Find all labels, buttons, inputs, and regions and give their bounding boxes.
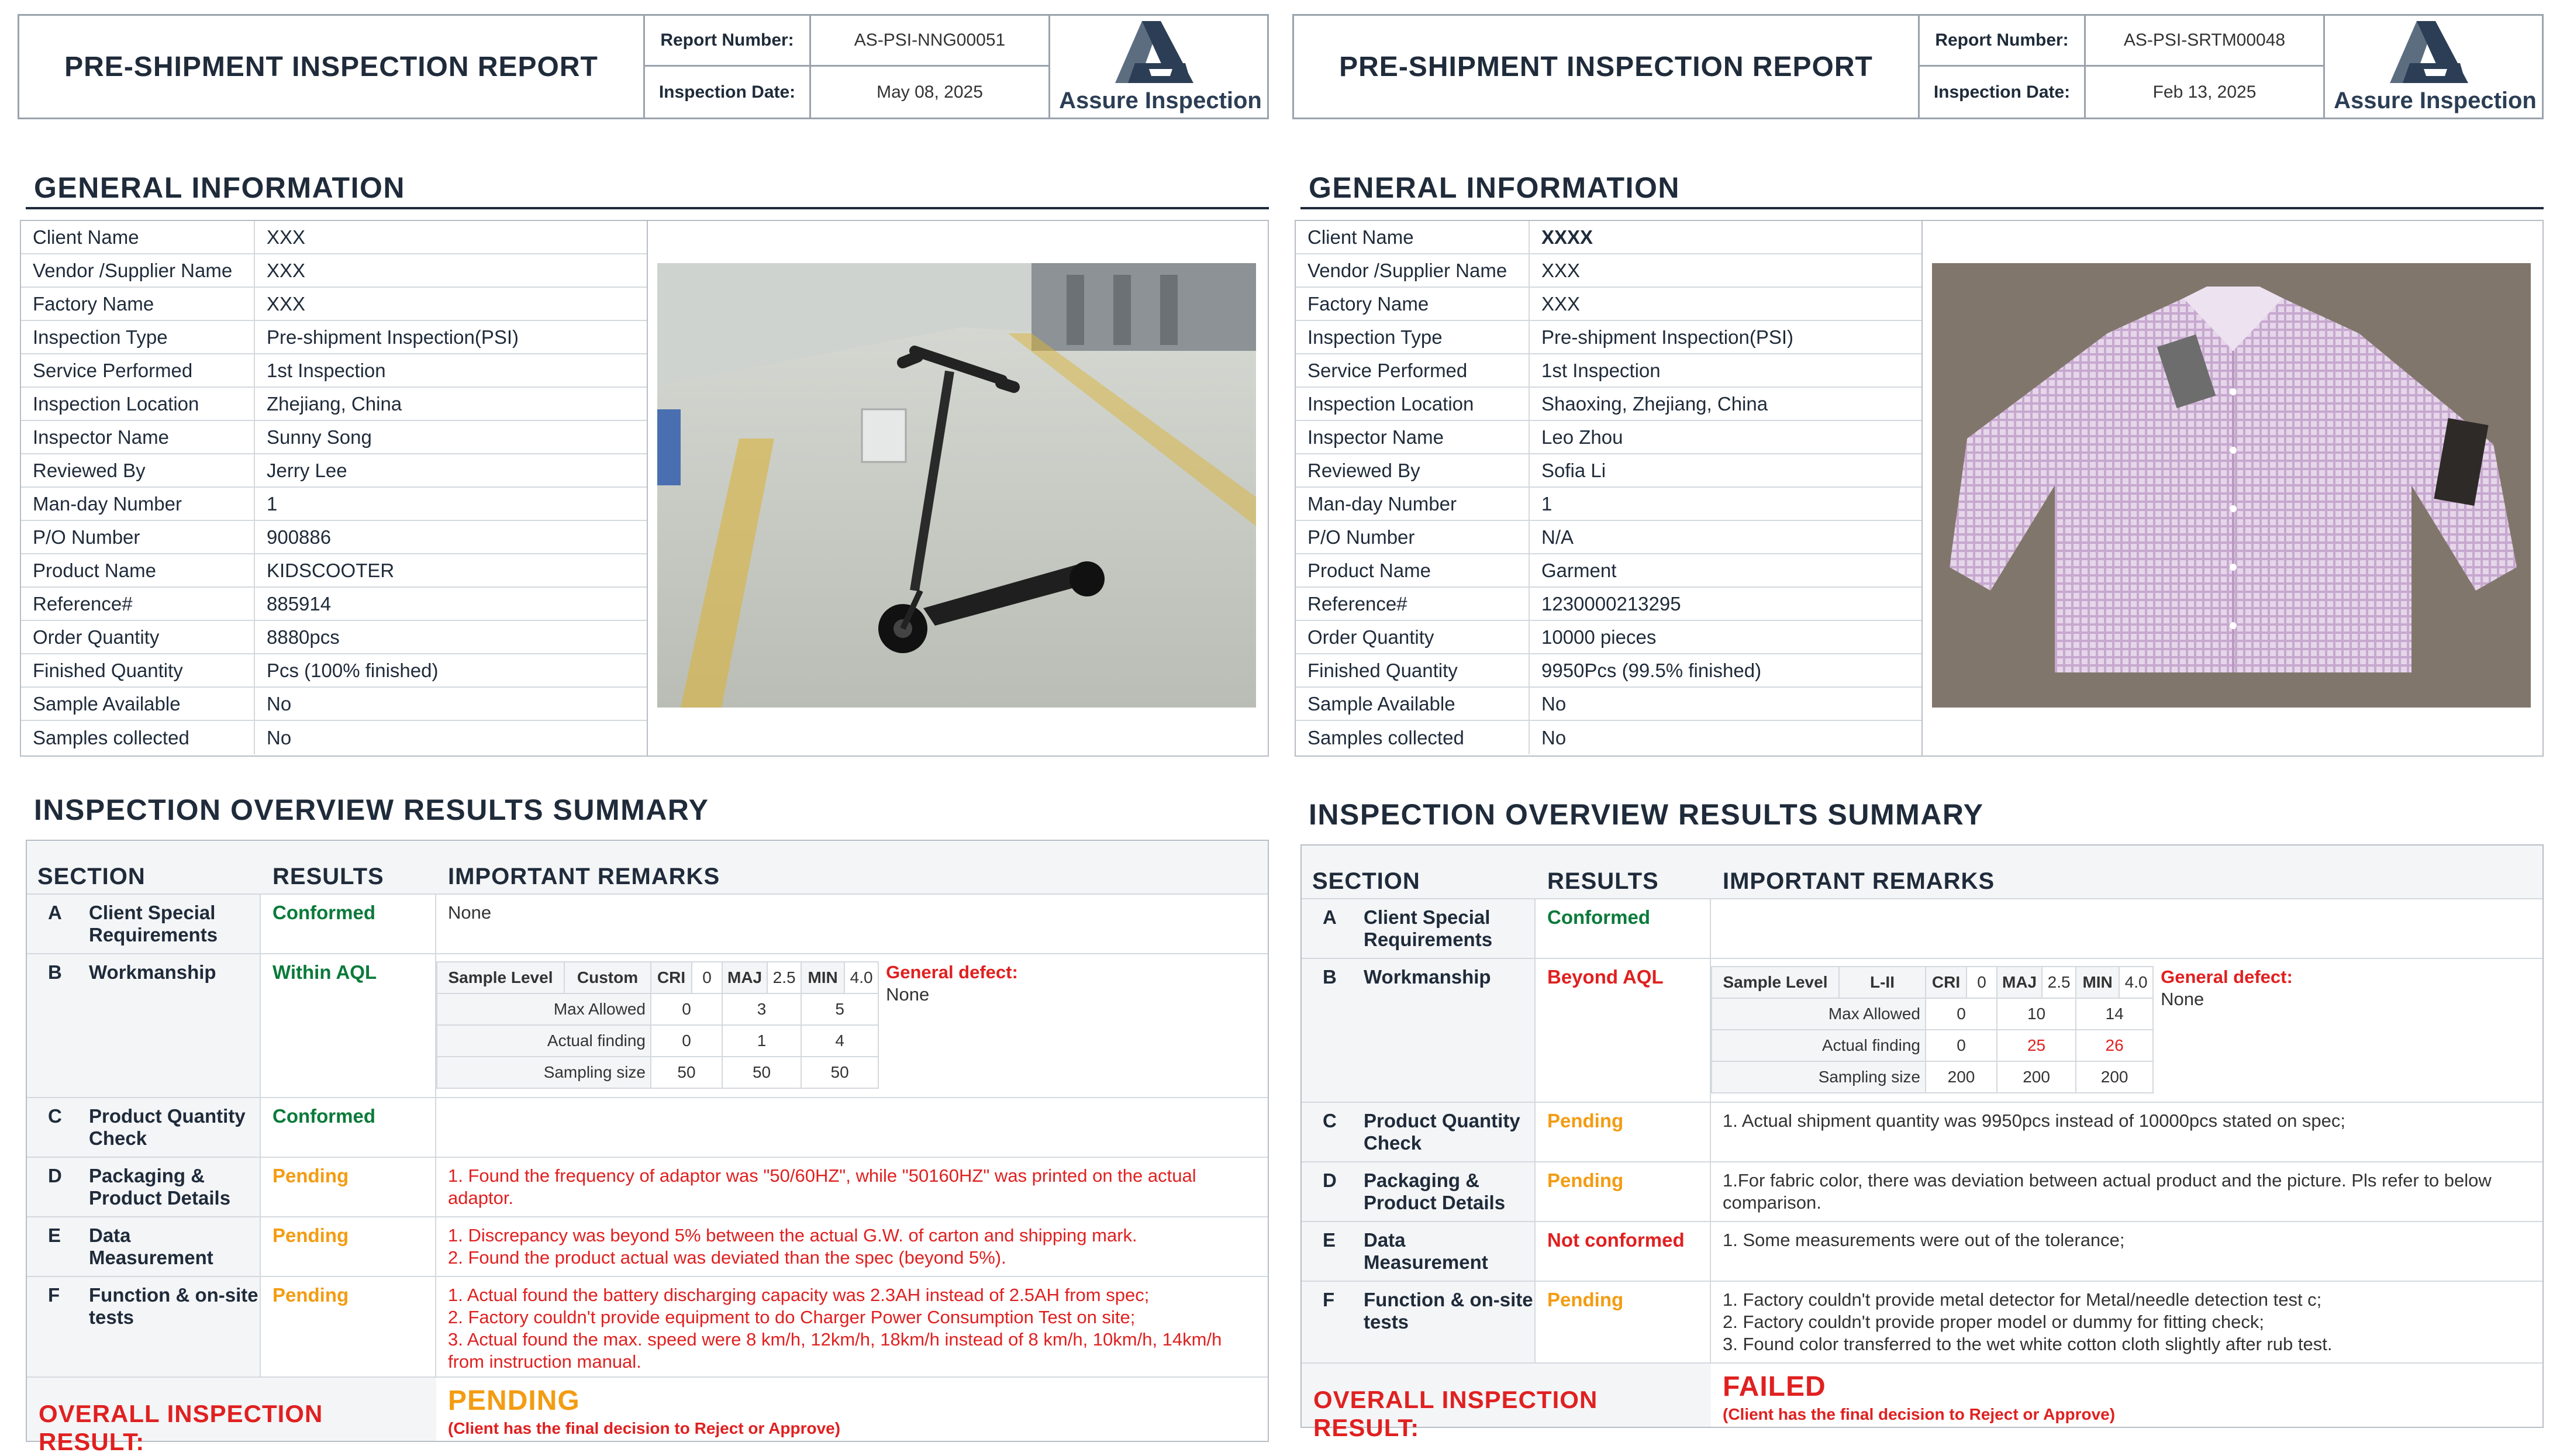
info-label: Sample Available: [1296, 688, 1530, 720]
general-defect-value: None: [886, 984, 930, 1005]
info-row: [1296, 421, 1921, 454]
info-label: Product Name: [1296, 554, 1530, 586]
section-row-c: [1302, 1102, 2542, 1161]
section-letter: E: [48, 1224, 61, 1246]
results-summary-table: [26, 840, 1269, 1455]
info-value: 1: [1541, 492, 1552, 515]
info-label: Samples collected: [1296, 721, 1530, 754]
summary-heading: INSPECTION OVERVIEW RESULTS SUMMARY: [1309, 798, 1984, 831]
section-letter: E: [1323, 1229, 1336, 1251]
aql-cri-label: CRI: [651, 962, 692, 993]
general-info-table: [21, 221, 647, 754]
aql-cell: 10: [1997, 998, 2076, 1030]
aql-sampling-label: Sampling size: [1712, 1061, 1926, 1093]
col-results: RESULTS: [272, 864, 384, 889]
info-value: Sofia Li: [1541, 459, 1606, 481]
col-results: RESULTS: [1547, 868, 1659, 894]
info-value: 885914: [267, 592, 332, 615]
aql-cell: 14: [2076, 998, 2153, 1030]
info-row: [1296, 588, 1921, 621]
report-2: [1292, 14, 2545, 1441]
col-remarks: IMPORTANT REMARKS: [1723, 868, 1995, 894]
info-row: [21, 354, 647, 388]
aql-max-allowed-label: Max Allowed: [437, 993, 651, 1025]
general-defect-value: None: [2161, 989, 2204, 1009]
info-value: N/A: [1541, 526, 1574, 548]
remark-line: 2. Factory couldn't provide equipment to do Charger Power Consumption Test on site;: [448, 1307, 1136, 1327]
info-value: Shaoxing, Zhejiang, China: [1541, 392, 1768, 415]
info-row: [1296, 621, 1921, 654]
section-letter: D: [48, 1165, 62, 1186]
inspection-date-label: Inspection Date:: [645, 67, 811, 118]
info-label: Client Name: [1296, 221, 1530, 253]
summary-heading: INSPECTION OVERVIEW RESULTS SUMMARY: [34, 793, 709, 826]
section-row-d: [27, 1157, 1268, 1216]
info-value: XXX: [1541, 259, 1581, 281]
aql-sample-level: Custom: [564, 962, 651, 993]
info-label: P/O Number: [1296, 521, 1530, 553]
info-label: Samples collected: [21, 721, 255, 754]
section-name: Product Quantity Check: [89, 1105, 246, 1149]
section-letter: D: [1323, 1169, 1337, 1191]
info-row: [1296, 521, 1921, 554]
aql-min-value: 4.0: [844, 962, 878, 993]
section-letter: C: [1323, 1110, 1337, 1131]
info-label: Client Name: [21, 221, 255, 253]
info-label: Reference#: [21, 588, 255, 620]
report-number-label: Report Number:: [1920, 16, 2086, 65]
inspection-date: May 08, 2025: [877, 82, 983, 102]
info-label: Inspector Name: [21, 421, 255, 453]
remark-line: 1. Discrepancy was beyond 5% between the actual G.W. of carton and shipping mark.: [448, 1225, 1137, 1245]
remark-line: 1. Actual found the battery discharging capacity was 2.3AH instead of 2.5AH from spec;: [448, 1285, 1150, 1305]
section-letter: F: [1323, 1289, 1335, 1310]
info-row: [1296, 454, 1921, 488]
info-value: 1st Inspection: [1541, 359, 1661, 381]
section-result: Pending: [261, 1158, 436, 1216]
aql-cell: 0: [1926, 1030, 1997, 1061]
section-name: Product Quantity Check: [1364, 1110, 1520, 1154]
info-label: Inspector Name: [1296, 421, 1530, 453]
section-row-c: [27, 1097, 1268, 1157]
aql-maj-value: 2.5: [2042, 967, 2076, 998]
product-photo: [1932, 263, 2531, 708]
info-row: [21, 721, 647, 754]
aql-cell: 50: [801, 1057, 878, 1088]
remark-line: 3. Actual found the max. speed were 8 km/h, 12km/h, 18km/h instead of 8 km/h, 10km/h, 14km/h from instruction manual.: [448, 1329, 1222, 1372]
info-value: No: [1541, 726, 1567, 748]
aql-maj-label: MAJ: [1997, 967, 2042, 998]
section-name: Workmanship: [1364, 966, 1491, 988]
section-result: Pending: [1536, 1162, 1711, 1221]
section-result: Not conformed: [1536, 1222, 1711, 1281]
report-meta: [1920, 16, 2323, 118]
report-number: AS-PSI-NNG00051: [854, 30, 1006, 50]
logo-text: Assure Inspection: [1059, 87, 1262, 113]
section-row-f: [27, 1276, 1268, 1376]
shirt-photo-icon: [1932, 263, 2531, 708]
info-row: [1296, 654, 1921, 688]
aql-actual-label: Actual finding: [437, 1025, 651, 1057]
aql-cell: 200: [1997, 1061, 2076, 1093]
aql-cell: 50: [722, 1057, 801, 1088]
info-row: [1296, 488, 1921, 521]
info-value: Jerry Lee: [267, 459, 347, 481]
aql-min-label: MIN: [801, 962, 844, 993]
info-row: [21, 521, 647, 554]
info-row: [1296, 354, 1921, 388]
info-label: Reviewed By: [21, 454, 255, 487]
summary-header-row: [27, 841, 1268, 893]
info-value: No: [1541, 692, 1567, 715]
section-name: Function & on-site tests: [89, 1284, 258, 1328]
section-name: Workmanship: [89, 961, 216, 983]
section-result: Pending: [1536, 1282, 1711, 1362]
assure-logo-icon: [1114, 20, 1208, 84]
aql-cell: 25: [1997, 1030, 2076, 1061]
info-row: [1296, 554, 1921, 588]
section-row-a: [27, 893, 1268, 953]
info-row: [21, 688, 647, 721]
aql-sampling-label: Sampling size: [437, 1057, 651, 1088]
info-label: Reviewed By: [1296, 454, 1530, 487]
report-title: PRE-SHIPMENT INSPECTION REPORT: [1294, 16, 1920, 118]
general-information-heading: GENERAL INFORMATION: [1309, 171, 1680, 204]
aql-cell: 200: [1926, 1061, 1997, 1093]
info-label: Inspection Location: [21, 388, 255, 420]
info-row: [1296, 221, 1921, 254]
info-row: [21, 588, 647, 621]
info-row: [1296, 321, 1921, 354]
info-row: [21, 388, 647, 421]
section-name: Data Measurement: [1364, 1229, 1488, 1273]
aql-cell: 0: [1926, 998, 1997, 1030]
inspection-date-label: Inspection Date:: [1920, 67, 2086, 118]
general-defect: [879, 961, 1018, 1089]
product-photo: [657, 263, 1256, 708]
info-label: Service Performed: [1296, 354, 1530, 387]
info-value: No: [267, 726, 292, 748]
aql-cell: 4: [801, 1025, 878, 1057]
report-title: PRE-SHIPMENT INSPECTION REPORT: [19, 16, 645, 118]
col-remarks: IMPORTANT REMARKS: [448, 864, 720, 889]
section-letter: A: [1323, 906, 1337, 928]
product-photo-cell: [1921, 221, 2545, 755]
section-letter: B: [1323, 966, 1337, 988]
section-name: Data Measurement: [89, 1224, 213, 1268]
info-label: Finished Quantity: [21, 654, 255, 686]
section-row-e: [1302, 1221, 2542, 1281]
info-row: [21, 254, 647, 288]
overall-result-row: [27, 1376, 1268, 1455]
info-value: 1: [267, 492, 278, 515]
info-value: Sunny Song: [267, 426, 372, 448]
aql-min-value: 4.0: [2119, 967, 2153, 998]
info-label: Man-day Number: [21, 488, 255, 520]
info-label: Inspection Location: [1296, 388, 1530, 420]
info-label: Order Quantity: [1296, 621, 1530, 653]
aql-maj-value: 2.5: [767, 962, 801, 993]
info-value: KIDSCOOTER: [267, 559, 395, 581]
summary-header-row: [1302, 846, 2542, 898]
aql-min-label: MIN: [2076, 967, 2119, 998]
info-value: 1230000213295: [1541, 592, 1681, 615]
aql-table: [1711, 966, 2531, 1093]
section-name: Client Special Requirements: [1364, 906, 1493, 950]
info-label: Inspection Type: [21, 321, 255, 353]
remark-line: 2. Found the product actual was deviated than the spec (beyond 5%).: [448, 1247, 1006, 1268]
info-value: XXX: [267, 226, 306, 248]
section-row-e: [27, 1216, 1268, 1276]
company-logo: [2323, 16, 2545, 118]
remark-line: 1.For fabric color, there was deviation between actual product and the picture. Pls refer to below comparison.: [1723, 1170, 2492, 1213]
section-name: Packaging & Product Details: [1364, 1169, 1506, 1213]
remark-line: 1. Actual shipment quantity was 9950pcs instead of 10000pcs stated on spec;: [1723, 1110, 2346, 1131]
info-label: Vendor /Supplier Name: [1296, 254, 1530, 287]
info-row: [21, 654, 647, 688]
assure-logo-icon: [2389, 20, 2482, 84]
report-meta: [645, 16, 1048, 118]
info-value: 900886: [267, 526, 332, 548]
aql-maj-label: MAJ: [722, 962, 767, 993]
section-row-a: [1302, 898, 2542, 958]
aql-table: [436, 961, 1256, 1089]
info-label: Product Name: [21, 554, 255, 586]
scooter-photo-icon: [657, 263, 1256, 708]
aql-cell: 5: [801, 993, 878, 1025]
general-defect-label: General defect:: [886, 962, 1018, 982]
info-row: [21, 621, 647, 654]
product-photo-cell: [647, 221, 1270, 755]
general-information: [1295, 220, 2544, 757]
aql-cell: 50: [651, 1057, 722, 1088]
section-letter: B: [48, 961, 62, 983]
info-label: Man-day Number: [1296, 488, 1530, 520]
section-letter: F: [48, 1284, 60, 1306]
info-label: Factory Name: [21, 288, 255, 320]
aql-cri-value: 0: [692, 962, 722, 993]
aql-sample-level-label: Sample Level: [1712, 967, 1839, 998]
info-row: [1296, 688, 1921, 721]
info-value: 8880pcs: [267, 626, 340, 648]
section-name: Packaging & Product Details: [89, 1165, 231, 1209]
section-letter: A: [48, 902, 62, 923]
report-header: [18, 14, 1269, 119]
section-row-b: [27, 953, 1268, 1097]
info-value: Zhejiang, China: [267, 392, 402, 415]
info-row: [21, 288, 647, 321]
aql-cell: 26: [2076, 1030, 2153, 1061]
section-result: Pending: [1536, 1103, 1711, 1161]
info-value: No: [267, 692, 292, 715]
section-letter: C: [48, 1105, 62, 1127]
aql-cell: 3: [722, 993, 801, 1025]
aql-cell: 200: [2076, 1061, 2153, 1093]
heading-rule: [1300, 207, 2544, 209]
info-row: [21, 454, 647, 488]
heading-rule: [26, 207, 1269, 209]
inspection-date: Feb 13, 2025: [2152, 82, 2257, 102]
info-row: [21, 554, 647, 588]
overall-result-note: (Client has the final decision to Reject or Approve): [448, 1419, 841, 1437]
aql-cell: 1: [722, 1025, 801, 1057]
info-label: Factory Name: [1296, 288, 1530, 320]
section-row-f: [1302, 1281, 2542, 1362]
section-result: Conformed: [261, 1098, 436, 1157]
aql-cell: 0: [651, 1025, 722, 1057]
info-value: XXX: [267, 292, 306, 315]
report-number: AS-PSI-SRTM00048: [2123, 30, 2286, 50]
section-result: Pending: [261, 1217, 436, 1276]
aql-sample-level-label: Sample Level: [437, 962, 564, 993]
info-label: Finished Quantity: [1296, 654, 1530, 686]
info-row: [21, 221, 647, 254]
info-value: 9950Pcs (99.5% finished): [1541, 659, 1762, 681]
company-logo: [1048, 16, 1271, 118]
remark-line: 3. Found color transferred to the wet white cotton cloth slightly after rub test.: [1723, 1334, 2333, 1354]
logo-text: Assure Inspection: [2334, 87, 2537, 113]
section-name: Client Special Requirements: [89, 902, 218, 946]
info-value: 10000 pieces: [1541, 626, 1657, 648]
info-row: [21, 421, 647, 454]
general-info-table: [1296, 221, 1921, 754]
aql-actual-label: Actual finding: [1712, 1030, 1926, 1061]
general-defect-label: General defect:: [2161, 967, 2293, 987]
general-information: [20, 220, 1269, 757]
section-result: Conformed: [1536, 899, 1711, 958]
info-value: Pre-shipment Inspection(PSI): [1541, 326, 1794, 348]
info-value: Pcs (100% finished): [267, 659, 439, 681]
info-label: Reference#: [1296, 588, 1530, 620]
general-information-heading: GENERAL INFORMATION: [34, 171, 405, 204]
info-value: Pre-shipment Inspection(PSI): [267, 326, 519, 348]
general-defect: [2154, 966, 2293, 1093]
info-label: Vendor /Supplier Name: [21, 254, 255, 287]
report-1: [18, 14, 1270, 1455]
info-row: [1296, 388, 1921, 421]
info-row: [1296, 254, 1921, 288]
report-header: [1292, 14, 2544, 119]
overall-result-label: OVERALL INSPECTION RESULT:: [1302, 1364, 1711, 1427]
info-label: P/O Number: [21, 521, 255, 553]
section-row-d: [1302, 1161, 2542, 1221]
section-result: Within AQL: [261, 954, 436, 1097]
section-result: Conformed: [261, 895, 436, 953]
aql-sample-level: L-II: [1839, 967, 1926, 998]
overall-result-row: [1302, 1362, 2542, 1441]
aql-cri-label: CRI: [1926, 967, 1966, 998]
remark-line: 2. Factory couldn't provide proper model or dummy for fitting check;: [1723, 1312, 2264, 1332]
info-label: Order Quantity: [21, 621, 255, 653]
overall-result-value: PENDING: [448, 1385, 580, 1416]
info-row: [1296, 721, 1921, 754]
aql-cri-value: 0: [1966, 967, 1997, 998]
section-row-b: [1302, 958, 2542, 1102]
remark-line: None: [448, 902, 492, 923]
info-row: [1296, 288, 1921, 321]
remark-line: 1. Factory couldn't provide metal detector for Metal/needle detection test c;: [1723, 1289, 2322, 1310]
col-section: SECTION: [1312, 868, 1420, 894]
overall-result-note: (Client has the final decision to Reject or Approve): [1723, 1405, 2116, 1423]
info-label: Service Performed: [21, 354, 255, 387]
info-label: Inspection Type: [1296, 321, 1530, 353]
section-result: Pending: [261, 1277, 436, 1376]
section-name: Function & on-site tests: [1364, 1289, 1533, 1333]
remark-line: 1. Found the frequency of adaptor was "50/60HZ", while "50160HZ" was printed on the actual adaptor.: [448, 1165, 1196, 1208]
info-value: 1st Inspection: [267, 359, 386, 381]
overall-result-label: OVERALL INSPECTION RESULT:: [27, 1378, 436, 1441]
section-result: Beyond AQL: [1536, 959, 1711, 1102]
aql-max-allowed-label: Max Allowed: [1712, 998, 1926, 1030]
remark-line: 1. Some measurements were out of the tolerance;: [1723, 1230, 2125, 1250]
col-section: SECTION: [37, 864, 146, 889]
info-value: Leo Zhou: [1541, 426, 1623, 448]
info-row: [21, 321, 647, 354]
info-value: XXXX: [1541, 226, 1593, 248]
info-label: Sample Available: [21, 688, 255, 720]
aql-cell: 0: [651, 993, 722, 1025]
overall-result-value: FAILED: [1723, 1371, 1826, 1402]
info-value: Garment: [1541, 559, 1617, 581]
report-number-label: Report Number:: [645, 16, 811, 65]
info-row: [21, 488, 647, 521]
info-value: XXX: [1541, 292, 1581, 315]
results-summary-table: [1300, 844, 2544, 1441]
info-value: XXX: [267, 259, 306, 281]
